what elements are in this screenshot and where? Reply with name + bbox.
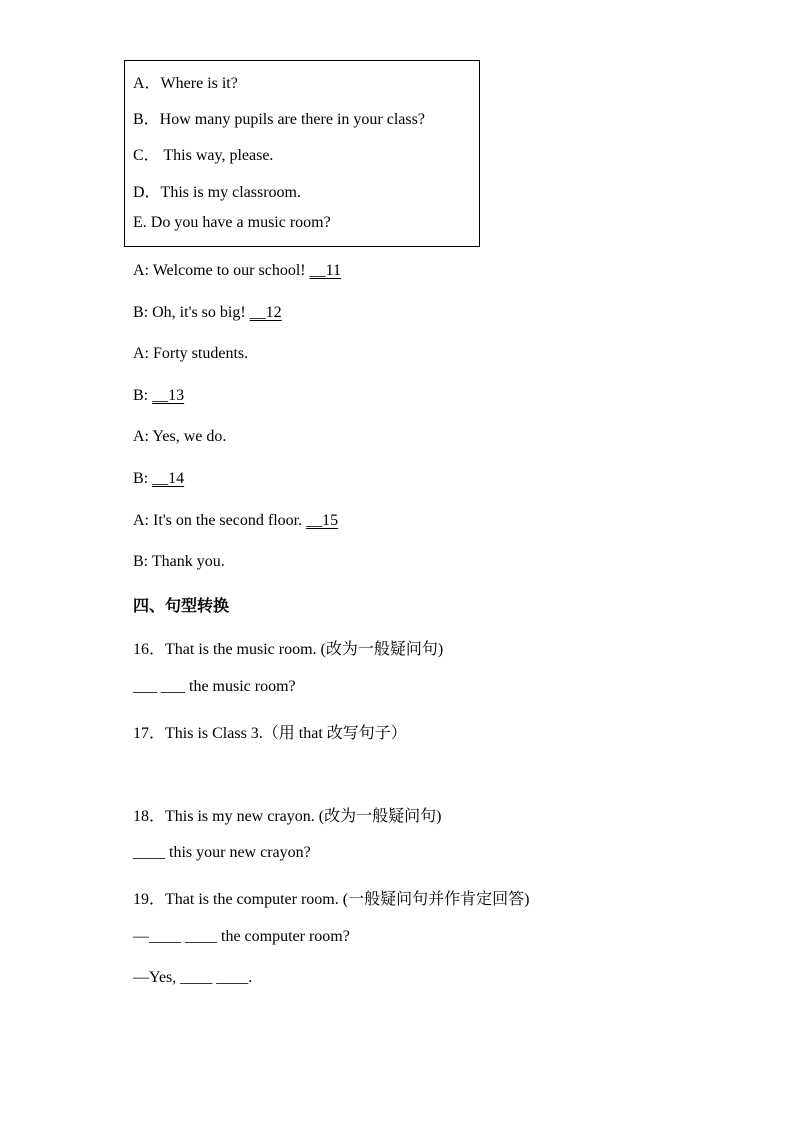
answer-blank-14: __14 xyxy=(152,470,185,487)
dialogue-line-7 xyxy=(133,512,338,530)
dialogue-line-3 xyxy=(133,345,248,363)
answer-blank-11: __11 xyxy=(309,262,342,279)
section-title: 四、句型转换 xyxy=(133,596,230,615)
question-16-prompt: 16．That is the music room. (改为一般疑问句) xyxy=(133,641,444,658)
question-16-answer: ___ ___ the music room? xyxy=(133,678,296,695)
question-17-prompt: 17．This is Class 3.（用 that 改写句子） xyxy=(133,725,407,742)
answer-blank-12: __12 xyxy=(249,304,282,321)
option-d: D．This is my classroom. xyxy=(133,184,301,201)
dialogue-text: A: Forty students. xyxy=(133,345,249,362)
dialogue-line-6 xyxy=(133,470,184,488)
options-box xyxy=(124,60,480,247)
option-a: A．Where is it? xyxy=(133,75,238,92)
question-19-prompt: 19．That is the computer room. (一般疑问句并作肯定回答) xyxy=(133,891,530,908)
dialogue-text: A: It's on the second floor. xyxy=(133,512,307,529)
dialogue-line-1 xyxy=(133,262,341,280)
dialogue-line-4 xyxy=(133,387,184,405)
option-e: E. Do you have a music room? xyxy=(133,214,331,231)
dialogue-text: A: Yes, we do. xyxy=(133,428,227,445)
answer-blank-13: __13 xyxy=(152,387,185,404)
dialogue-text: B: xyxy=(133,387,153,404)
answer-blank-15: __15 xyxy=(306,512,339,529)
question-19-answer-2: —Yes, ____ ____. xyxy=(133,969,253,986)
option-c: C． This way, please. xyxy=(133,147,274,164)
dialogue-text: B: Oh, it's so big! xyxy=(133,304,250,321)
question-18-prompt: 18．This is my new crayon. (改为一般疑问句) xyxy=(133,808,442,825)
dialogue-line-2 xyxy=(133,304,282,322)
dialogue-line-5 xyxy=(133,428,226,446)
dialogue-text: B: xyxy=(133,470,153,487)
option-b: B．How many pupils are there in your class? xyxy=(133,111,425,128)
question-18-answer: ____ this your new crayon? xyxy=(133,844,311,861)
dialogue-text: A: Welcome to our school! xyxy=(133,262,310,279)
dialogue-text: B: Thank you. xyxy=(133,553,225,570)
question-19-answer-1: —____ ____ the computer room? xyxy=(133,928,350,945)
dialogue-line-8 xyxy=(133,553,225,571)
